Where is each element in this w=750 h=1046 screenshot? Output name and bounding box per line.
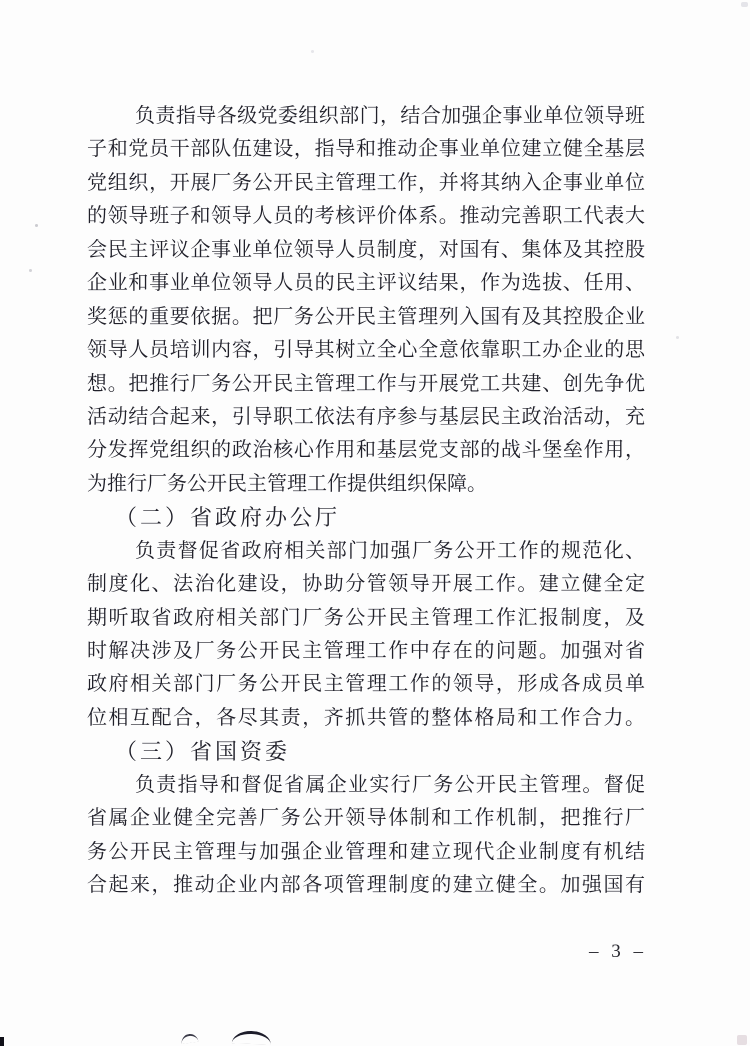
scan-speck	[29, 269, 32, 272]
text-line: 省属企业健全完善厂务公开领导体制和工作机制，把推行厂	[87, 807, 645, 830]
scan-artifact-ink-curve-large	[232, 1030, 271, 1044]
text-line: 政府相关部门厂务公开民主管理工作的领导，形成各成员单	[87, 673, 645, 696]
text-line: 党组织，开展厂务公开民主管理工作，并将其纳入企事业单位	[87, 171, 645, 194]
scan-artifact-ink-curve-small	[180, 1033, 198, 1044]
scan-artifact-corner-square	[0, 1037, 4, 1046]
text-line: 想。把推行厂务公开民主管理工作与开展党工共建、创先争优	[87, 372, 645, 395]
section-heading: （二）省政府办公厅	[115, 505, 341, 531]
text-line: 的领导班子和领导人员的考核评价体系。推动完善职工代表大	[87, 205, 645, 228]
text-line: 子和党员干部队伍建设，指导和推动企事业单位建立健全基层	[87, 138, 645, 161]
text-line: 负责督促省政府相关部门加强厂务公开工作的规范化、	[135, 539, 645, 562]
scan-speck	[35, 224, 38, 227]
page-number: – 3 –	[589, 941, 647, 962]
text-line: 负责指导和督促省属企业实行厂务公开民主管理。督促	[135, 773, 645, 796]
text-line: 制度化、法治化建设，协助分管领导开展工作。建立健全定	[87, 573, 645, 596]
text-line: 务公开民主管理与加强企业管理和建立现代企业制度有机结	[87, 840, 645, 863]
text-line: 会民主评议企事业单位领导人员制度，对国有、集体及其控股	[87, 238, 645, 261]
scan-speck	[676, 336, 679, 339]
text-line: 奖惩的重要依据。把厂务公开民主管理列入国有及其控股企业	[87, 305, 645, 328]
text-line: 分发挥党组织的政治核心作用和基层党支部的战斗堡垒作用，	[87, 439, 645, 462]
text-line: 时解决涉及厂务公开民主管理工作中存在的问题。加强对省	[87, 640, 645, 662]
text-line: 合起来，推动企业内部各项管理制度的建立健全。加强国有	[87, 874, 645, 897]
section-heading: （三）省国资委	[115, 739, 291, 765]
text-line: 活动结合起来，引导职工依法有序参与基层民主政治活动，充	[87, 405, 645, 428]
text-line: 企业和事业单位领导人员的民主评议结果，作为选拔、任用、	[87, 272, 645, 295]
text-line: 期听取省政府相关部门厂务公开民主管理工作汇报制度，及	[87, 606, 645, 629]
text-block	[87, 100, 645, 903]
scan-artifact-top-right-smudge	[741, 2, 748, 7]
scan-artifact-corner-smudge	[737, 1035, 747, 1045]
text-line: 为推行厂务公开民主管理工作提供组织保障。	[87, 472, 487, 495]
scan-speck	[311, 50, 314, 53]
text-line: 负责指导各级党委组织部门，结合加强企事业单位领导班	[135, 105, 645, 127]
text-line: 位相互配合，各尽其责，齐抓共管的整体格局和工作合力。	[87, 706, 645, 729]
text-line: 领导人员培训内容，引导其树立全心全意依靠职工办企业的思	[87, 339, 645, 362]
